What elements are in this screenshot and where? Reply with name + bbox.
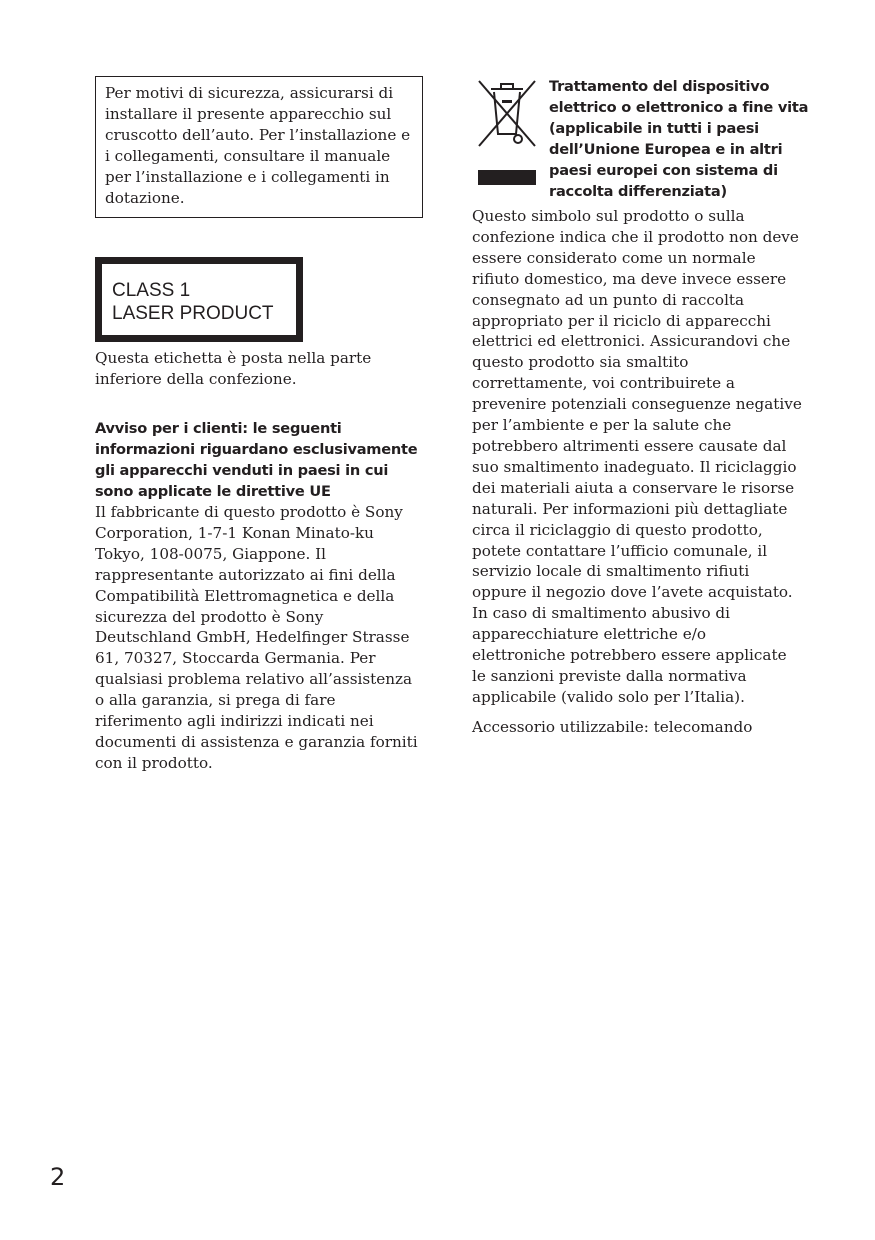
weee-italy-note: In caso di smaltimento abusivo di apparecchiature elettriche e/o elettroniche potrebbero essere applicate le sanzioni previste dalla normativa applicabile (valido solo per l’Italia). bbox=[472, 604, 787, 706]
crossed-out-wheeled-bin-icon bbox=[474, 76, 540, 186]
weee-block bbox=[472, 76, 809, 202]
page-number: 2 bbox=[50, 1163, 66, 1191]
weee-heading: Trattamento del dispositivo elettrico o elettronico a fine vita (applicabile in tutti i paesi dell’Unione Europea e in altri paesi europei con sistema di raccolta differenziata) bbox=[549, 78, 809, 200]
eu-notice-body: Il fabbricante di questo prodotto è Sony Corporation, 1-7-1 Konan Minato-ku Tokyo, 108-0075, Giappone. Il rappresentante autorizzato ai fini della Compatibilità Elettromagnetica e della sicurezza del prodotto è Sony Deutschland GmbH, Hedelfinger Strasse 61, 70327, Stoccarda Germania. Per qualsiasi problema relativo all’assistenza o alla garanzia, si prega di fare riferimento agli indirizzi indicati nei documenti di assistenza e garanzia forniti con il prodotto. bbox=[95, 503, 418, 772]
right-column bbox=[472, 76, 809, 738]
eu-notice-heading: Avviso per i clienti: le seguenti informazioni riguardano esclusivamente gli apparecchi venduti in paesi in cui sono applicate le direttive UE bbox=[95, 420, 418, 500]
laser-label-caption: Questa etichetta è posta nella parte inferiore della confezione. bbox=[95, 349, 372, 388]
laser-label-line1: CLASS 1 bbox=[112, 280, 191, 301]
laser-label-line2: LASER PRODUCT bbox=[112, 303, 274, 324]
class1-laser-label bbox=[95, 257, 303, 342]
safety-notice-box: Per motivi di sicurezza, assicurarsi di installare il presente apparecchio sul cruscotto dell’auto. Per l’installazione e i collegamenti, consultare il manuale per l’installazione e i collegamenti in dotazione. bbox=[95, 76, 423, 218]
weee-body: Questo simbolo sul prodotto o sulla confezione indica che il prodotto non deve essere considerato come un normale rifiuto domestico, ma deve invece essere consegnato ad un punto di raccolta appropriato per il riciclo di apparecchi elettrici ed elettronici. Assicurandovi che questo prodotto sia smaltito correttamente, voi contribuirete a prevenire potenziali conseguenze negative per l’ambiente e per la salute che potrebbero altrimenti essere causate dal suo smaltimento inadeguato. Il riciclaggio dei materiali aiuta a conservare le risorse naturali. Per informazioni più dettagliate circa il riciclaggio di questo prodotto, potete contattare l’ufficio comunale, il servizio locale di smaltimento rifiuti oppure il negozio dove l’avete acquistato. bbox=[472, 207, 802, 602]
left-column bbox=[95, 76, 423, 774]
accessory-note: Accessorio utilizzabile: telecomando bbox=[472, 717, 753, 736]
